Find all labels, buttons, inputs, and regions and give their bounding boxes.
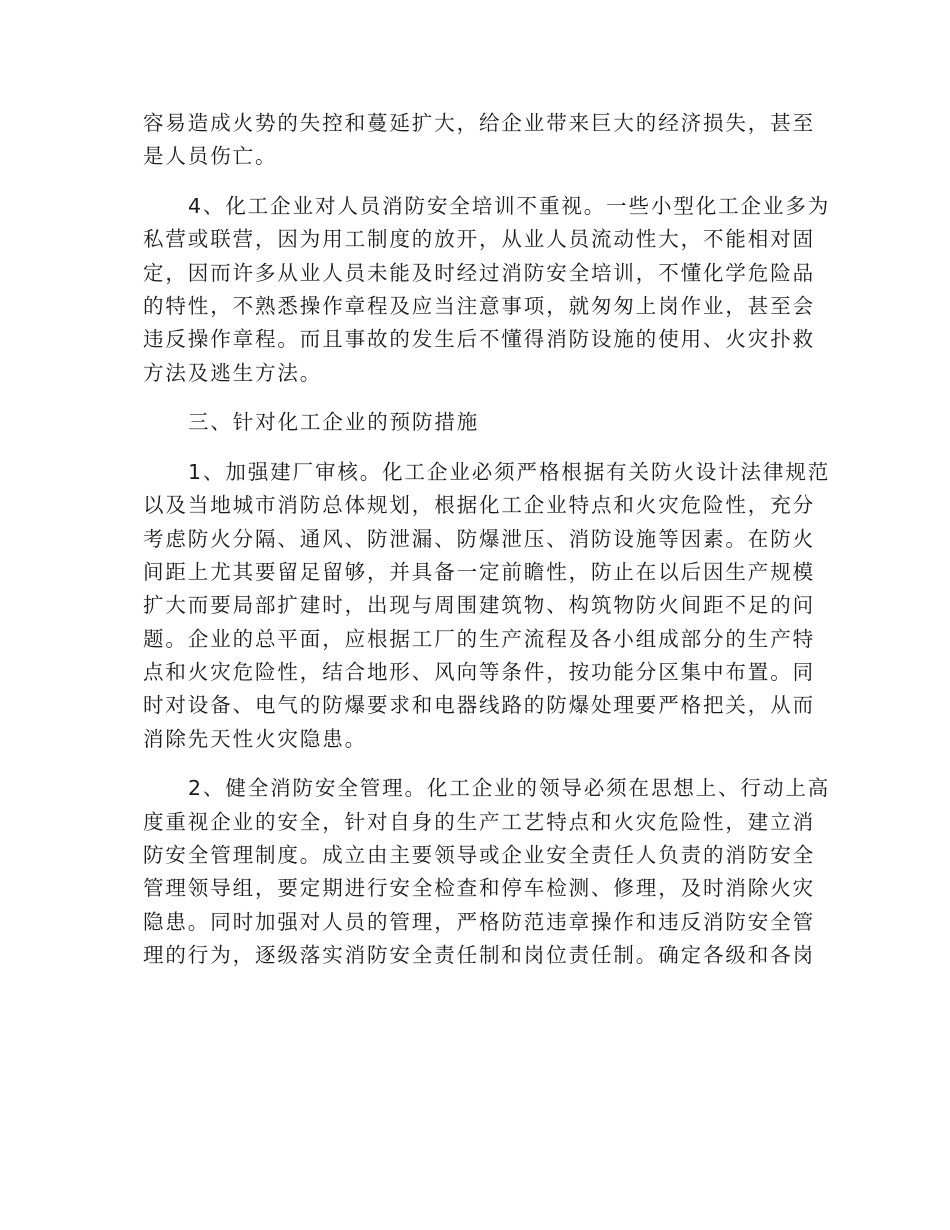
text-line: 管理领导组，要定期进行安全检查和停车检测、修理，及时消除火灾 xyxy=(143,876,815,901)
text-line: 理的行为，逐级落实消防安全责任制和岗位责任制。确定各级和各岗 xyxy=(143,942,815,967)
text-line: 以及当地城市消防总体规划，根据化工企业特点和火灾危险性，充分 xyxy=(143,493,815,518)
paragraph-item-4 xyxy=(143,190,831,390)
text-line: 的特性，不熟悉操作章程及应当注意事项，就匆匆上岗作业，甚至会 xyxy=(143,293,815,318)
paragraph-item-1 xyxy=(143,456,831,756)
text-line: 防安全管理制度。成立由主要领导或企业安全责任人负责的消防安全 xyxy=(143,842,815,867)
text-line: 点和火灾危险性，结合地形、风向等条件，按功能分区集中布置。同 xyxy=(143,659,815,684)
text-line: 1、加强建厂审核。化工企业必须严格根据有关防火设计法律规范 xyxy=(188,460,831,485)
text-line: 是人员伤亡。 xyxy=(143,144,278,169)
text-line: 容易造成火势的失控和蔓延扩大，给企业带来巨大的经济损失，甚至 xyxy=(143,111,815,135)
text-line: 方法及逃生方法。 xyxy=(143,360,323,385)
text-line: 2、健全消防安全管理。化工企业的领导必须在思想上、行动上高 xyxy=(188,776,831,801)
text-line: 消除先天性火灾隐患。 xyxy=(143,726,367,751)
text-line: 度重视企业的安全，针对自身的生产工艺特点和火灾危险性，建立消 xyxy=(143,809,815,834)
text-line: 隐患。同时加强对人员的管理，严格防范违章操作和违反消防安全管 xyxy=(143,909,815,934)
document-body xyxy=(143,107,831,989)
heading-text: 三、针对化工企业的预防措施 xyxy=(188,410,480,435)
text-line: 题。企业的总平面，应根据工厂的生产流程及各小组成部分的生产特 xyxy=(143,626,815,651)
text-line: 时对设备、电气的防爆要求和电器线路的防爆处理要严格把关，从而 xyxy=(143,693,815,718)
text-line: 间距上尤其要留足留够，并具备一定前瞻性，防止在以后因生产规模 xyxy=(143,560,815,585)
text-line: 扩大而要局部扩建时，出现与周围建筑物、构筑物防火间距不足的问 xyxy=(143,593,815,618)
text-line: 考虑防火分隔、通风、防泄漏、防爆泄压、消防设施等因素。在防火 xyxy=(143,526,815,551)
paragraph-continuation xyxy=(143,107,815,174)
paragraph-item-2 xyxy=(143,772,831,972)
text-line: 4、化工企业对人员消防安全培训不重视。一些小型化工企业多为 xyxy=(188,194,831,219)
section-heading xyxy=(143,406,808,439)
text-line: 私营或联营，因为用工制度的放开，从业人员流动性大，不能相对固 xyxy=(143,227,815,252)
text-line: 违反操作章程。而且事故的发生后不懂得消防设施的使用、火灾扑救 xyxy=(143,327,815,352)
text-line: 定，因而许多从业人员未能及时经过消防安全培训，不懂化学危险品 xyxy=(143,260,815,285)
